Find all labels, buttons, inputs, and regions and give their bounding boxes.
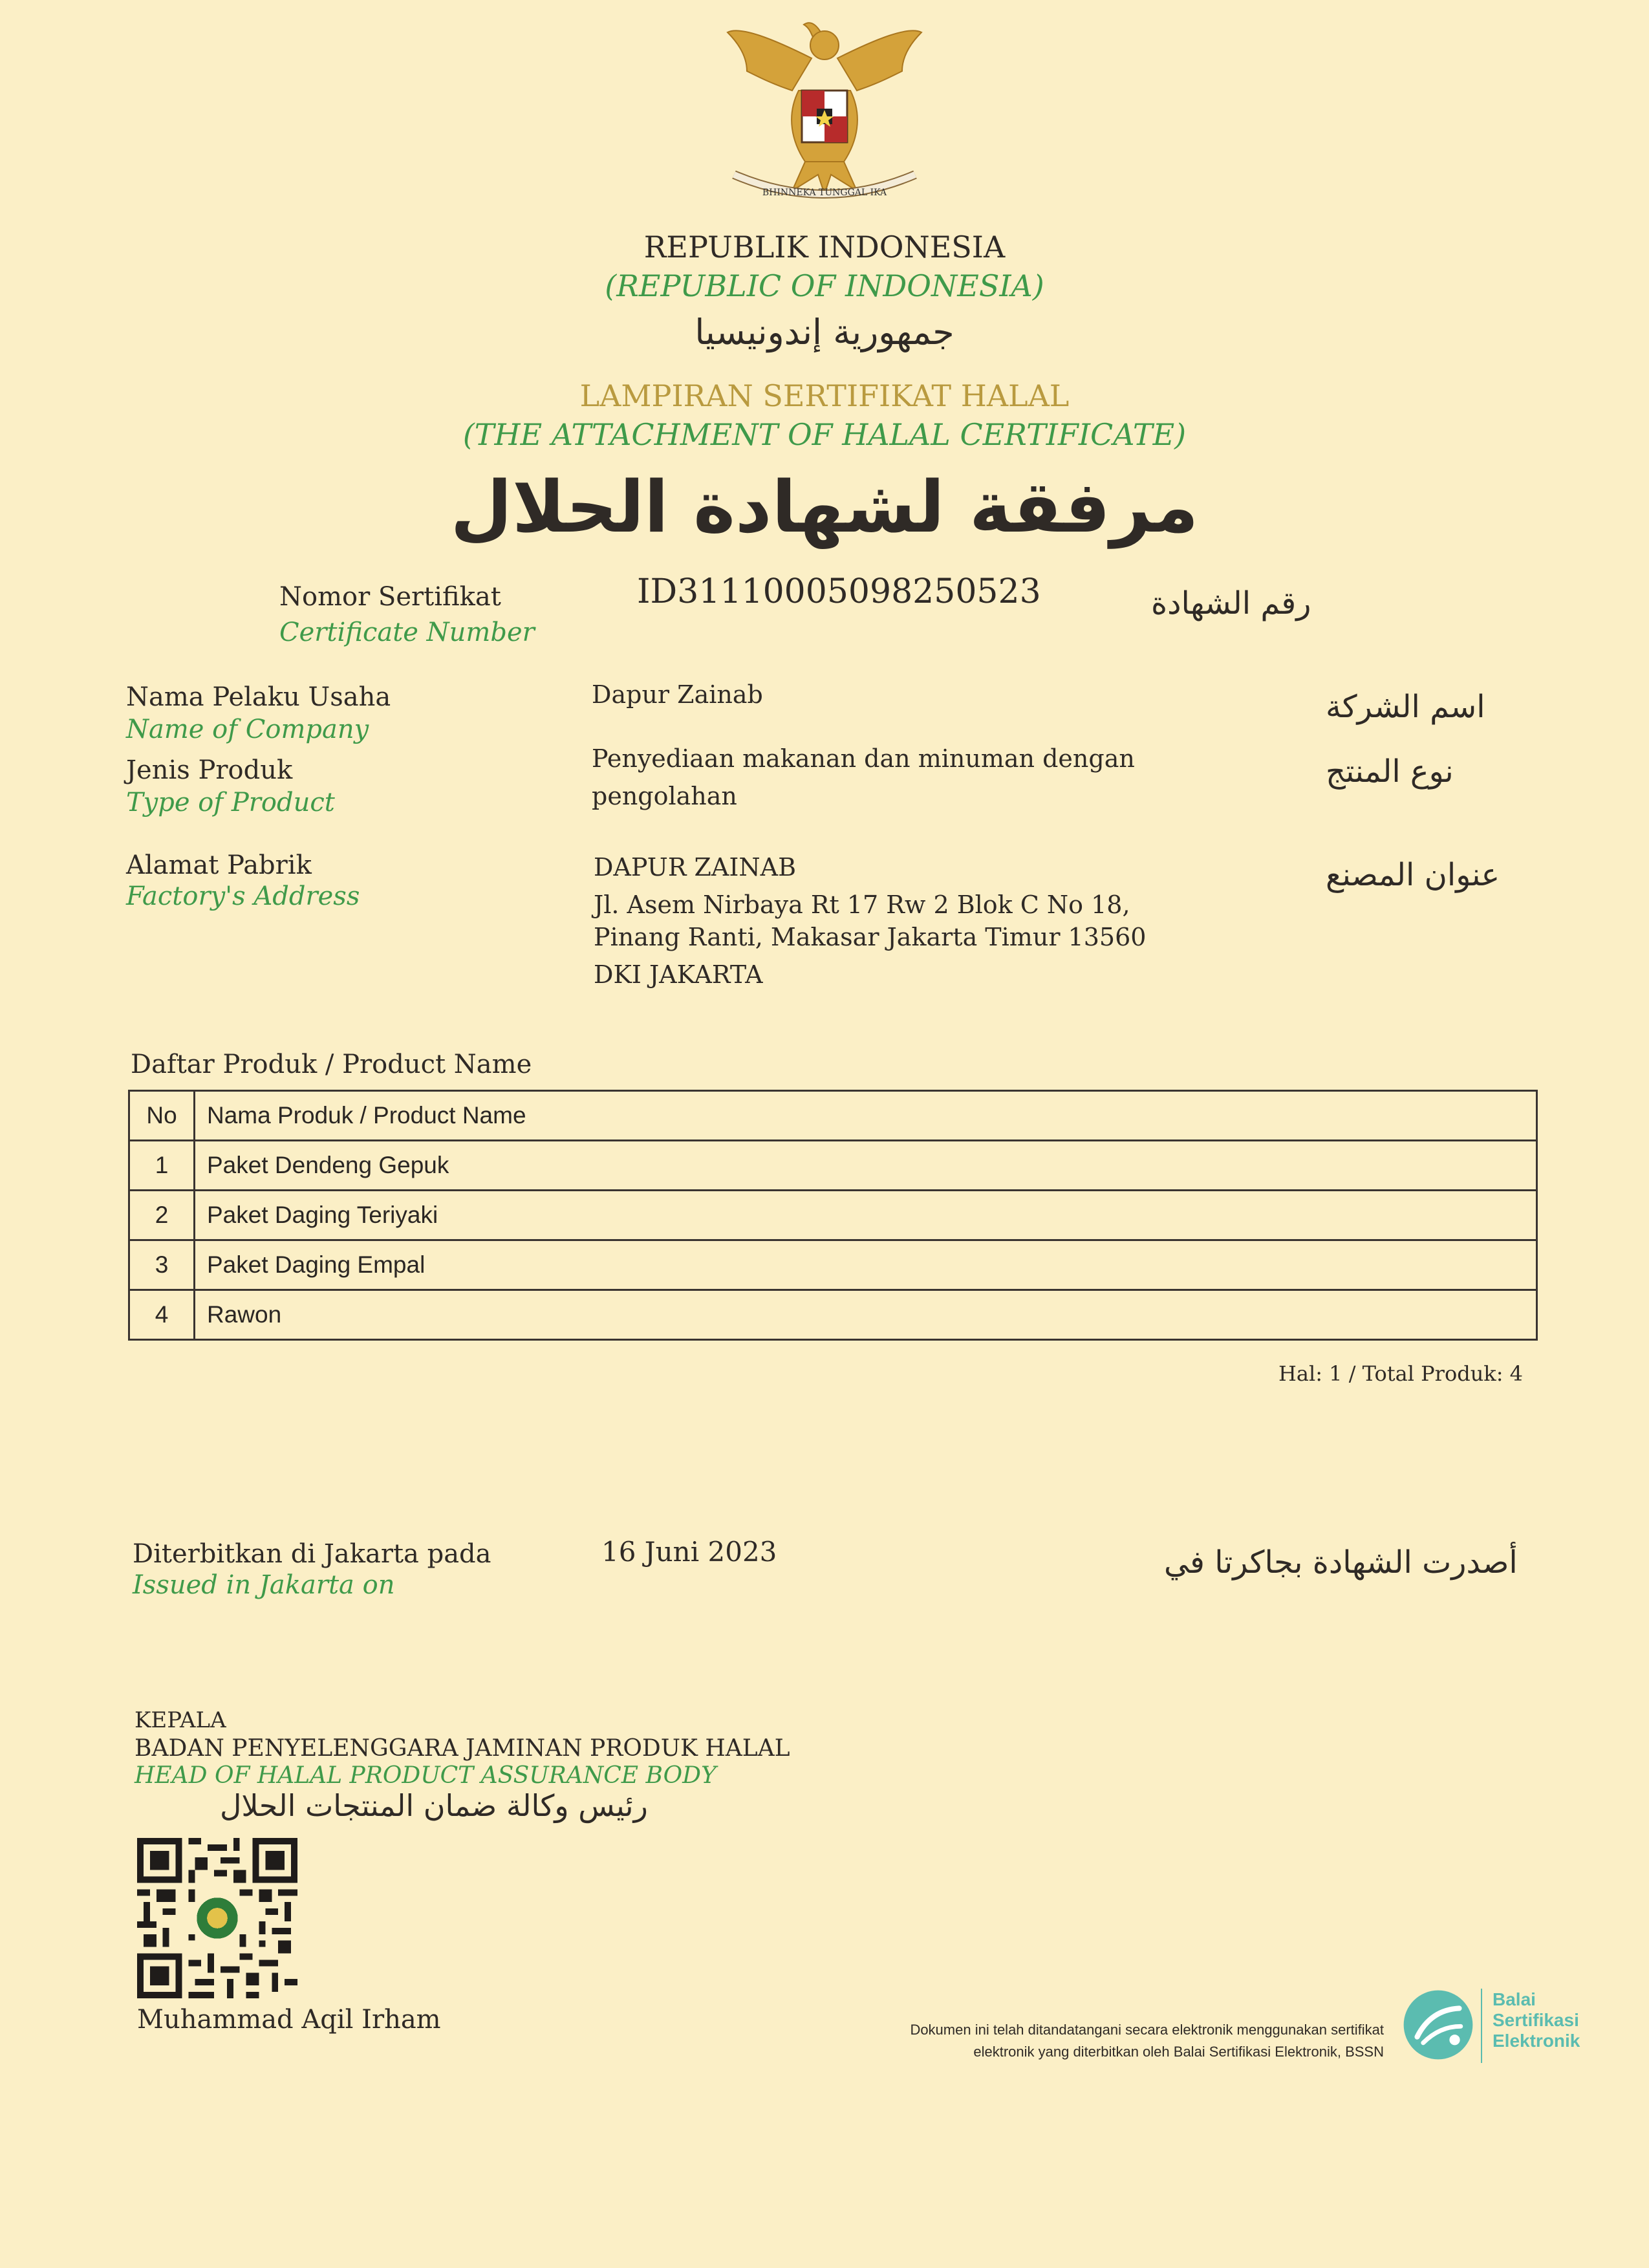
country-name: REPUBLIK INDONESIA — [643, 230, 1006, 265]
issued-label: Diterbitkan di Jakarta pada — [133, 1539, 491, 1569]
certificate-number-label-en: Certificate Number — [279, 618, 535, 647]
row-number: 2 — [129, 1191, 195, 1240]
product-list-heading: Daftar Produk / Product Name — [131, 1050, 532, 1079]
table-row — [129, 1240, 1537, 1290]
table-row — [129, 1290, 1537, 1340]
e-signature-note — [776, 2019, 1384, 2063]
country-name-en: (REPUBLIC OF INDONESIA) — [605, 268, 1044, 303]
svg-text:BHINNEKA TUNGGAL IKA: BHINNEKA TUNGGAL IKA — [762, 188, 887, 198]
certificate-number-label: Nomor Sertifikat — [279, 582, 501, 612]
document-title: LAMPIRAN SERTIFIKAT HALAL — [579, 378, 1070, 413]
country-name-ar: جمهورية إندونيسيا — [695, 312, 954, 352]
column-header-no: No — [129, 1091, 195, 1141]
signatory-agency-en: HEAD OF HALAL PRODUCT ASSURANCE BODY — [135, 1762, 717, 1789]
company-label-ar: اسم الشركة — [1326, 689, 1485, 725]
document-title-en: (THE ATTACHMENT OF HALAL CERTIFICATE) — [462, 417, 1187, 452]
factory-address-line4: DKI JAKARTA — [594, 960, 763, 989]
product-type-label-en: Type of Product — [126, 788, 335, 817]
row-number: 4 — [129, 1290, 195, 1340]
e-signature-note-line1: Dokumen ini telah ditandatangani secara elektronik menggunakan sertifikat — [910, 2022, 1384, 2038]
bsre-divider — [1481, 1989, 1482, 2063]
issue-date: 16 Juni 2023 — [601, 1536, 777, 1568]
certificate-number: ID31110005098250523 — [637, 572, 1041, 611]
table-row — [129, 1141, 1537, 1191]
product-name: Paket Dendeng Gepuk — [195, 1141, 1537, 1191]
factory-address-label: Alamat Pabrik — [126, 850, 312, 880]
product-type-line2: pengolahan — [592, 782, 737, 810]
table-header-row — [129, 1091, 1537, 1141]
product-type-line1: Penyediaan makanan dan minuman dengan — [592, 744, 1135, 773]
row-number: 3 — [129, 1240, 195, 1290]
bsre-logo-icon — [1401, 1987, 1476, 2062]
company-name: Dapur Zainab — [592, 680, 763, 709]
company-label-en: Name of Company — [126, 715, 369, 744]
column-header-product-name: Nama Produk / Product Name — [195, 1091, 1537, 1141]
factory-address-line1: DAPUR ZAINAB — [594, 853, 796, 881]
e-signature-note-line2: elektronik yang diterbitkan oleh Balai Sertifikasi Elektronik, BSSN — [973, 2044, 1384, 2060]
bsre-wordmark-line1: Balai — [1493, 1989, 1536, 2009]
signatory-name: Muhammad Aqil Irham — [137, 2005, 441, 2035]
factory-address-line3: Pinang Ranti, Makasar Jakarta Timur 13560 — [594, 923, 1147, 951]
qr-code-icon — [137, 1838, 297, 1998]
product-name: Paket Daging Empal — [195, 1240, 1537, 1290]
product-name: Rawon — [195, 1290, 1537, 1340]
bsre-wordmark-line3: Elektronik — [1493, 2031, 1580, 2051]
certificate-number-label-ar: رقم الشهادة — [1151, 585, 1311, 621]
factory-address-label-en: Factory's Address — [126, 881, 360, 911]
signatory-agency-ar: رئيس وكالة ضمان المنتجات الحلال — [220, 1788, 648, 1823]
bsre-wordmark-line2: Sertifikasi — [1493, 2010, 1579, 2030]
bsre-wordmark — [1493, 1989, 1580, 2051]
document-title-ar: مرفقة لشهادة الحلال — [450, 466, 1199, 548]
product-type-label: Jenis Produk — [126, 755, 293, 785]
issued-label-en: Issued in Jakarta on — [133, 1570, 395, 1600]
product-name: Paket Daging Teriyaki — [195, 1191, 1537, 1240]
page-info: Hal: 1 / Total Produk: 4 — [1278, 1361, 1523, 1386]
product-table — [128, 1090, 1538, 1341]
table-row — [129, 1191, 1537, 1240]
row-number: 1 — [129, 1141, 195, 1191]
garuda-emblem-icon — [721, 13, 928, 207]
issued-label-ar: أصدرت الشهادة بجاكرتا في — [1164, 1544, 1518, 1581]
factory-address-label-ar: عنوان المصنع — [1326, 857, 1500, 893]
factory-address-line2: Jl. Asem Nirbaya Rt 17 Rw 2 Blok C No 18, — [594, 891, 1130, 919]
product-type-label-ar: نوع المنتج — [1326, 753, 1454, 790]
signatory-agency: BADAN PENYELENGGARA JAMINAN PRODUK HALAL — [135, 1735, 790, 1762]
signatory-title: KEPALA — [135, 1707, 226, 1733]
company-label: Nama Pelaku Usaha — [126, 682, 391, 712]
